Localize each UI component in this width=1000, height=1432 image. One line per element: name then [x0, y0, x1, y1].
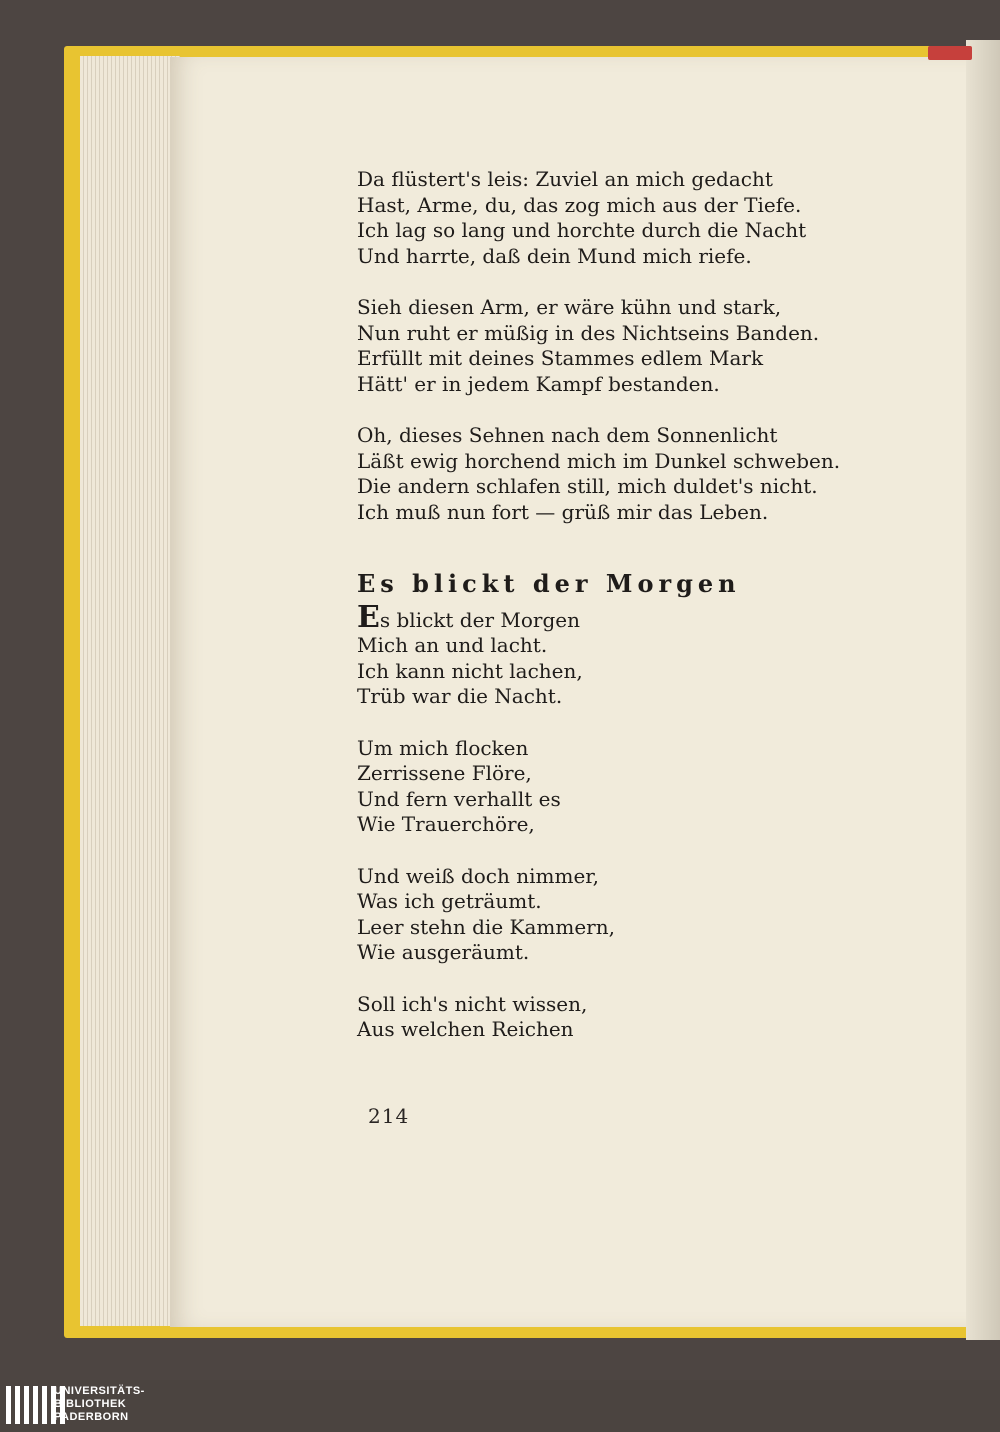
verse-line: Aus welchen Reichen	[357, 1017, 574, 1041]
verse-line: Da flüstert's leis: Zuviel an mich gedacht	[357, 167, 773, 191]
verse-line: Ich lag so lang und horchte durch die Nacht	[357, 218, 807, 242]
stanza	[357, 295, 840, 397]
poem-title: Es blickt der Morgen	[357, 569, 741, 598]
library-name-line: UNIVERSITÄTS-	[54, 1385, 145, 1397]
verse-line: Läßt ewig horchend mich im Dunkel schweben.	[357, 448, 841, 473]
verse-line: Leer stehn die Kammern,	[357, 914, 615, 939]
next-page-edge	[966, 40, 1000, 1340]
verse-line: Was ich geträumt.	[357, 889, 542, 913]
drop-cap: E	[357, 599, 380, 635]
verse-line: Und fern verhallt es	[357, 786, 561, 811]
verse-line: Und harrte, daß dein Mund mich riefe.	[357, 243, 752, 268]
library-name	[54, 1385, 145, 1424]
verse-line: Hätt' er in jedem Kampf bestanden.	[357, 371, 720, 396]
verse-line: Soll ich's nicht wissen,	[357, 991, 588, 1016]
verse-line: Ich muß nun fort — grüß mir das Leben.	[357, 499, 769, 524]
library-name-line: BIBLIOTHEK	[54, 1398, 127, 1410]
verse-line: Wie Trauerchöre,	[357, 812, 535, 836]
page-text	[357, 167, 840, 1069]
stanza	[357, 864, 840, 966]
verse-line: Hast, Arme, du, das zog mich aus der Tiefe.	[357, 192, 802, 217]
stanza	[357, 423, 840, 525]
verse-line: Trüb war die Nacht.	[357, 684, 563, 708]
first-line-text: s blickt der Morgen	[379, 607, 580, 632]
library-name-line: PADERBORN	[54, 1411, 129, 1423]
verse-line: Erfüllt mit deines Stammes edlem Mark	[357, 346, 764, 370]
stanza	[357, 599, 840, 710]
page-number: 214	[368, 1104, 410, 1128]
verse-line: Mich an und lacht.	[357, 633, 548, 657]
verse-line: Die andern schlafen still, mich duldet's nicht.	[357, 474, 818, 498]
verse-line: Oh, dieses Sehnen nach dem Sonnenlicht	[357, 423, 778, 447]
verse-line: Nun ruht er müßig in des Nichtseins Banden.	[357, 320, 820, 345]
stanza	[357, 992, 840, 1043]
bookmark-ribbon	[928, 46, 972, 60]
verse-line: Ich kann nicht lachen,	[357, 658, 583, 683]
library-footer	[0, 1380, 1000, 1432]
verse-line: Zerrissene Flöre,	[357, 761, 532, 785]
page-edges	[80, 56, 180, 1326]
verse-line: Wie ausgeräumt.	[357, 940, 530, 964]
verse-line: Um mich flocken	[357, 735, 529, 760]
stanza	[357, 736, 840, 838]
verse-line: Und weiß doch nimmer,	[357, 863, 600, 888]
verse-line: Sieh diesen Arm, er wäre kühn und stark,	[357, 295, 782, 319]
verse-line-first	[357, 599, 840, 635]
stanza	[357, 167, 840, 269]
